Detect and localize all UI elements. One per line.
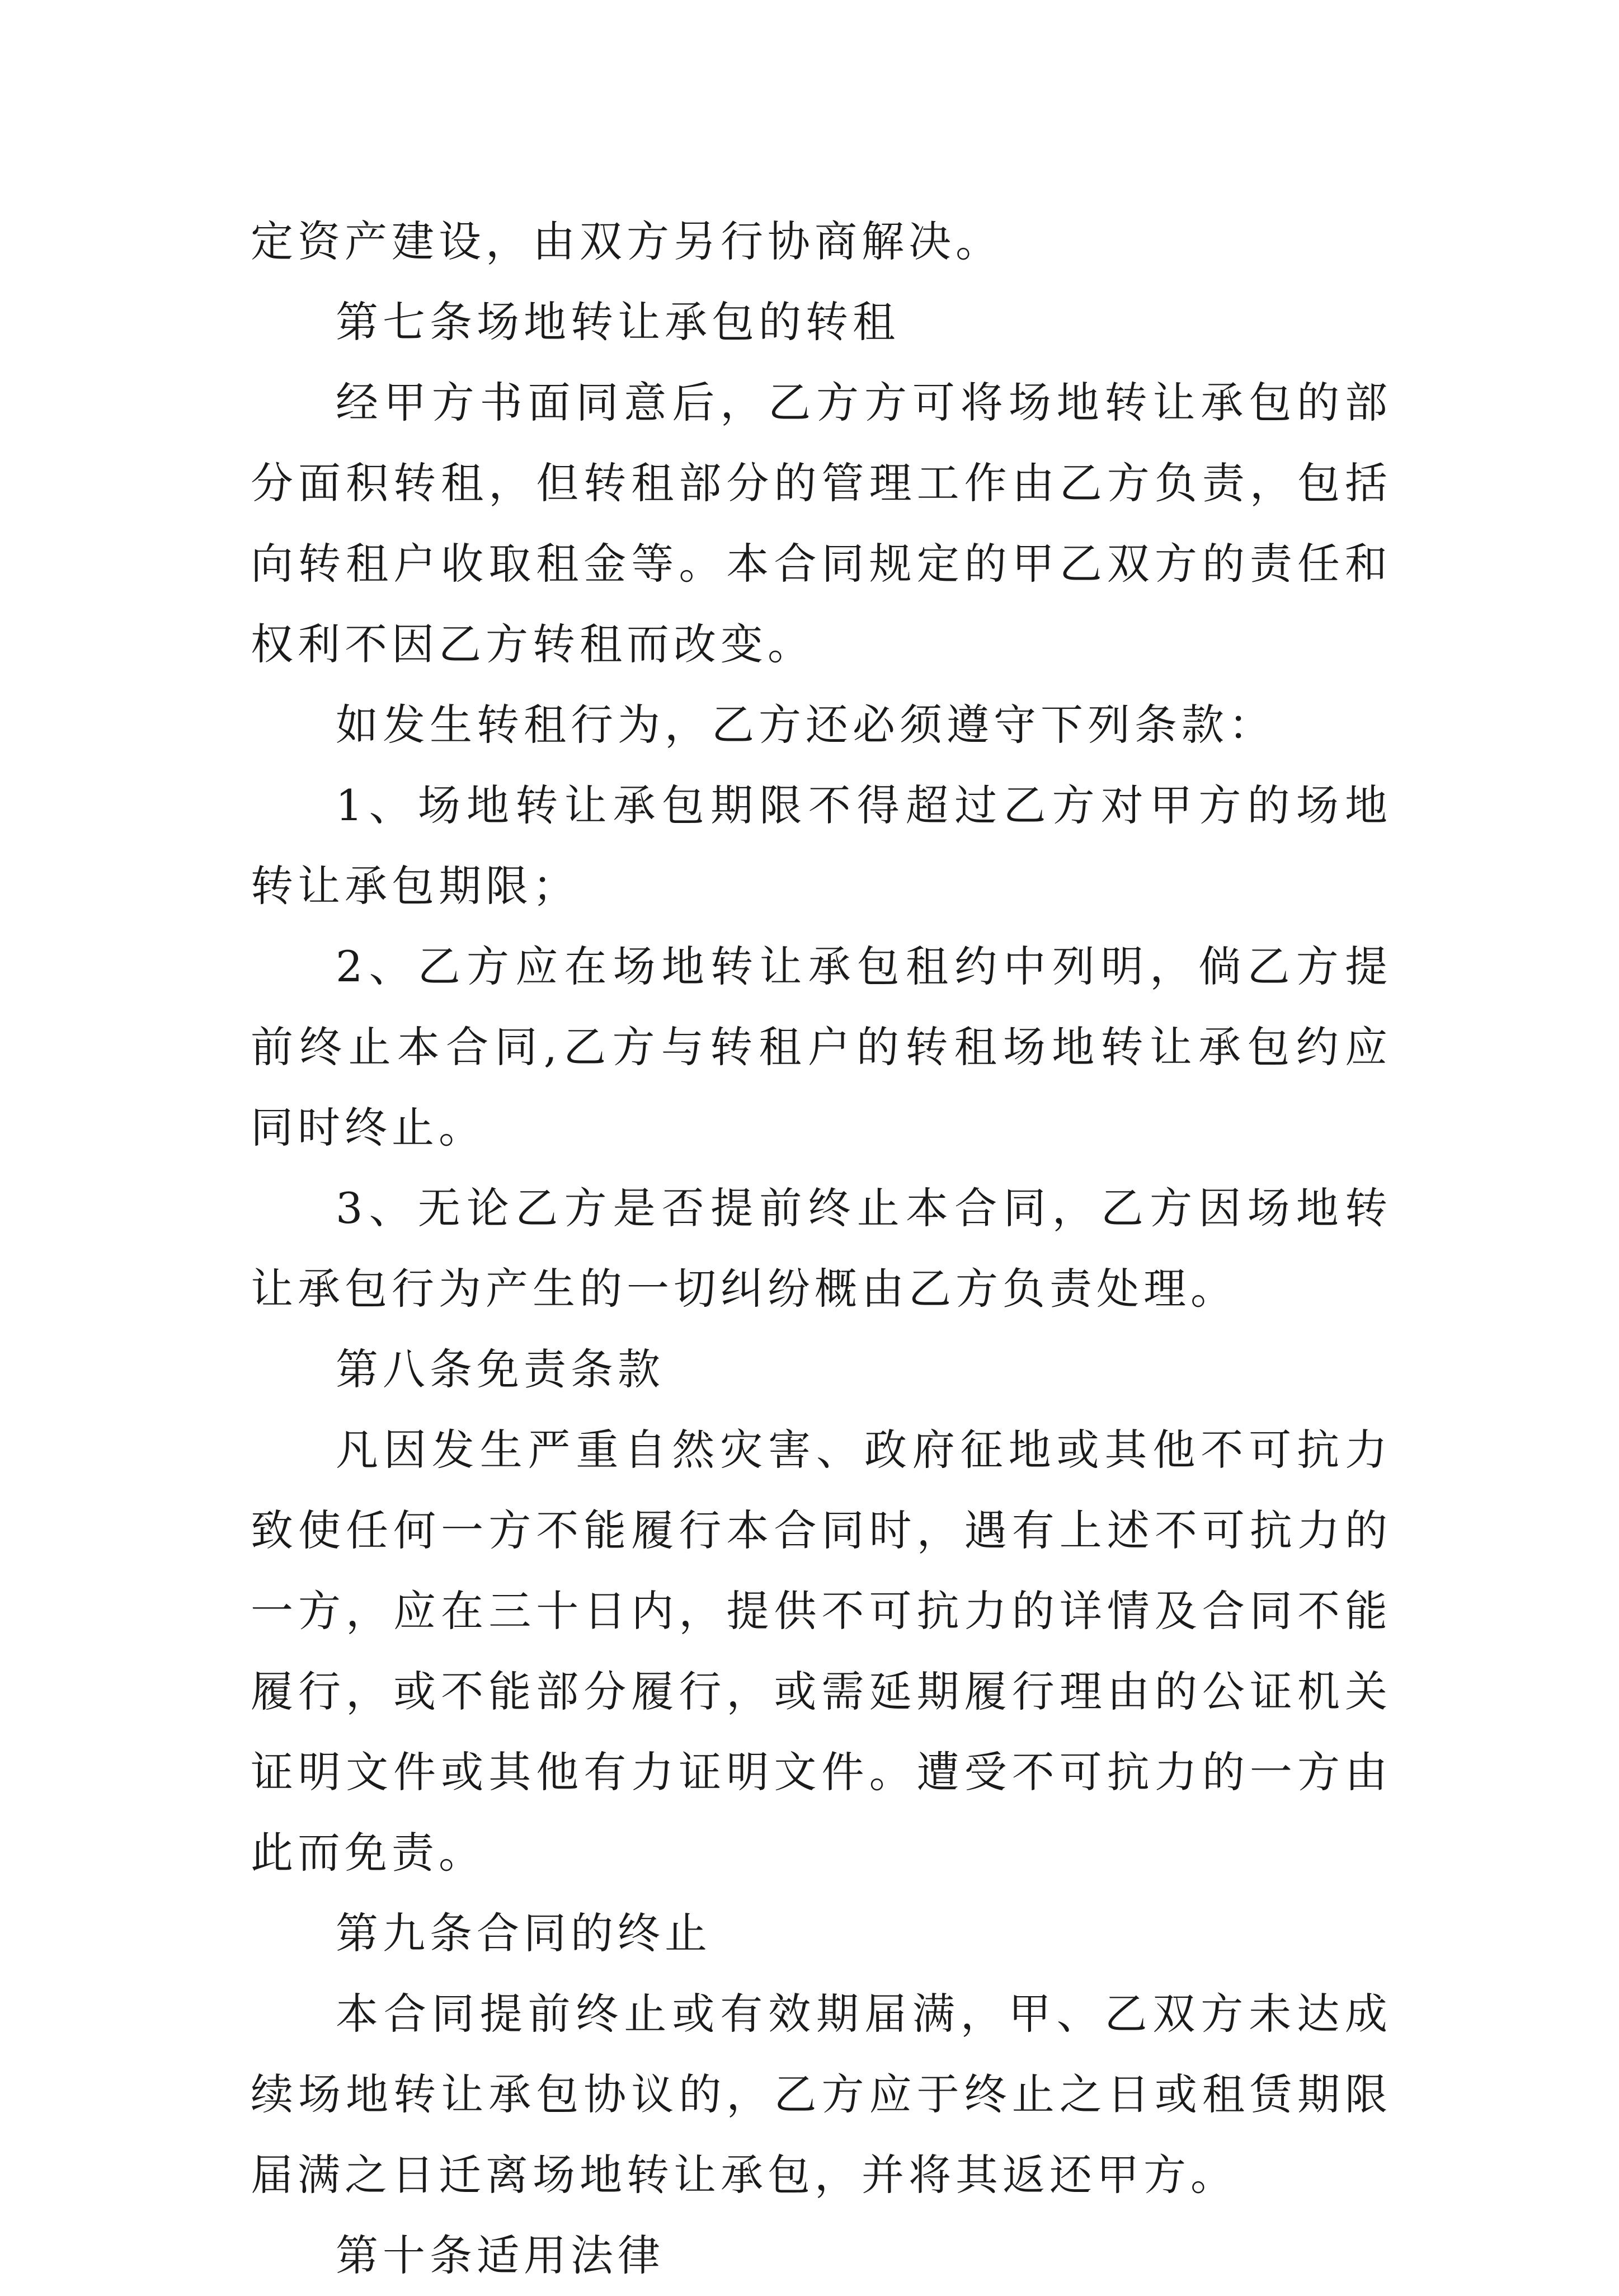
article-7-clause-3: 3、无论乙方是否提前终止本合同，乙方因场地转让承包行为产生的一切纠纷概由乙方负责处理。 <box>251 1183 1392 1314</box>
article-7-clause-1: 1、场地转让承包期限不得超过乙方对甲方的场地转让承包期限； <box>251 780 1392 911</box>
article-7-paragraph-sublease: 经甲方书面同意后，乙方方可将场地转让承包的部分面积转租，但转租部分的管理工作由乙方负责，包括向转租户收取租金等。本合同规定的甲乙双方的责任和权利不因乙方转租而改变。 <box>251 378 1392 669</box>
article-8-heading: 第八条免责条款 <box>336 1344 665 1394</box>
article-10-heading: 第十条适用法律 <box>336 2231 665 2280</box>
article-7-clause-2: 2、乙方应在场地转让承包租约中列明，倘乙方提前终止本合同,乙方与转租户的转租场地转让承包约应同时终止。 <box>251 942 1392 1152</box>
article-7-paragraph-conditions: 如发生转租行为，乙方还必须遵守下列条款： <box>336 700 1276 750</box>
article-8-paragraph: 凡因发生严重自然灾害、政府征地或其他不可抗力致使任何一方不能履行本合同时，遇有上述不可抗力的一方，应在三十日内，提供不可抗力的详情及合同不能履行，或不能部分履行，或需延期履行理由的公证机关证明文件或其他有力证明文件。遭受不可抗力的一方由此而免责。 <box>251 1425 1392 1878</box>
document-body <box>251 201 1392 2296</box>
paragraph-continuation: 定资产建设，由双方另行协商解决。 <box>251 217 1003 266</box>
article-7-heading: 第七条场地转让承包的转租 <box>336 297 900 347</box>
article-9-paragraph: 本合同提前终止或有效期届满，甲、乙双方未达成续场地转让承包协议的，乙方应于终止之日或租赁期限届满之日迁离场地转让承包，并将其返还甲方。 <box>251 1989 1392 2200</box>
article-9-heading: 第九条合同的终止 <box>336 1908 712 1958</box>
